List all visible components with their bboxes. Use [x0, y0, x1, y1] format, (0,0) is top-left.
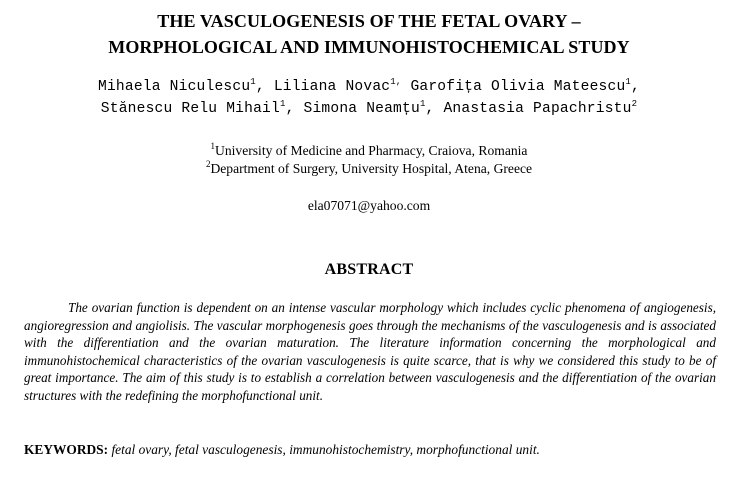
author-affiliation-mark: 1: [250, 77, 256, 87]
contact-email: ela07071@yahoo.com: [307, 198, 431, 213]
affiliation-2: [0, 160, 738, 178]
author-name: Garofița Olivia Mateescu: [410, 79, 626, 95]
keywords-line: [24, 441, 716, 459]
author-affiliation-mark: 1: [279, 99, 286, 109]
affiliation-text: Department of Surgery, University Hospital, Atena, Greece: [210, 161, 533, 176]
abstract-heading: ABSTRACT: [324, 261, 414, 278]
author-name: Anastasia Papachristu: [443, 101, 632, 117]
paper-title-line-2: MORPHOLOGICAL AND IMMUNOHISTOCHEMICAL STUDY: [108, 37, 630, 57]
author-list-line-1: Mihaela Niculescu$^1$, Liliana Novac$^{1,}$ Garofița Olivia Mateescu$^1$,: [98, 77, 640, 95]
author-name: Mihaela Niculescu: [98, 79, 251, 95]
affiliation-mark: 1: [210, 141, 216, 151]
author-name: Liliana Novac: [273, 79, 391, 95]
author-affiliation-mark: 2: [631, 99, 638, 109]
author-name: Simona Neamțu: [303, 101, 420, 117]
author-affiliation-mark: 1: [625, 77, 632, 87]
affiliation-mark: 2: [205, 159, 211, 169]
abstract-body: The ovarian function is dependent on an intense vascular morphology which includes cyclic phenomena of angiogenesis, angioregression and angiolisis. The vascular morphogenesis goes through the mechanisms of the vasculogenesis and is associated with the differentiation and the ovarian maturation. The literature information concerning the morphological and immunohistochemical characteristics of the ovarian vasculogenesis is quite scarce, that is why we considered this study to be of great importance. The aim of this study is to establish a correlation between vasculogenesis and the differentiation of the ovarian structures with the redefining the morphofunctional unit.: [24, 300, 716, 403]
author-list-line-2: Stănescu Relu Mihail$^1$, Simona Neamțu$^1$, Anastasia Papachristu$^2$: [100, 99, 638, 117]
author-name: Stănescu Relu Mihail: [100, 101, 280, 117]
keywords-label: KEYWORDS:: [24, 442, 109, 457]
paper-title-line-1: THE VASCULOGENESIS OF THE FETAL OVARY –: [157, 11, 581, 31]
affiliation-1: [0, 142, 738, 160]
author-affiliation-mark: 1: [419, 99, 426, 109]
author-affiliation-mark: 1,: [390, 77, 402, 87]
keywords-text: fetal ovary, fetal vasculogenesis, immunohistochemistry, morphofunctional unit.: [111, 442, 540, 457]
affiliation-text: University of Medicine and Pharmacy, Craiova, Romania: [215, 143, 528, 158]
